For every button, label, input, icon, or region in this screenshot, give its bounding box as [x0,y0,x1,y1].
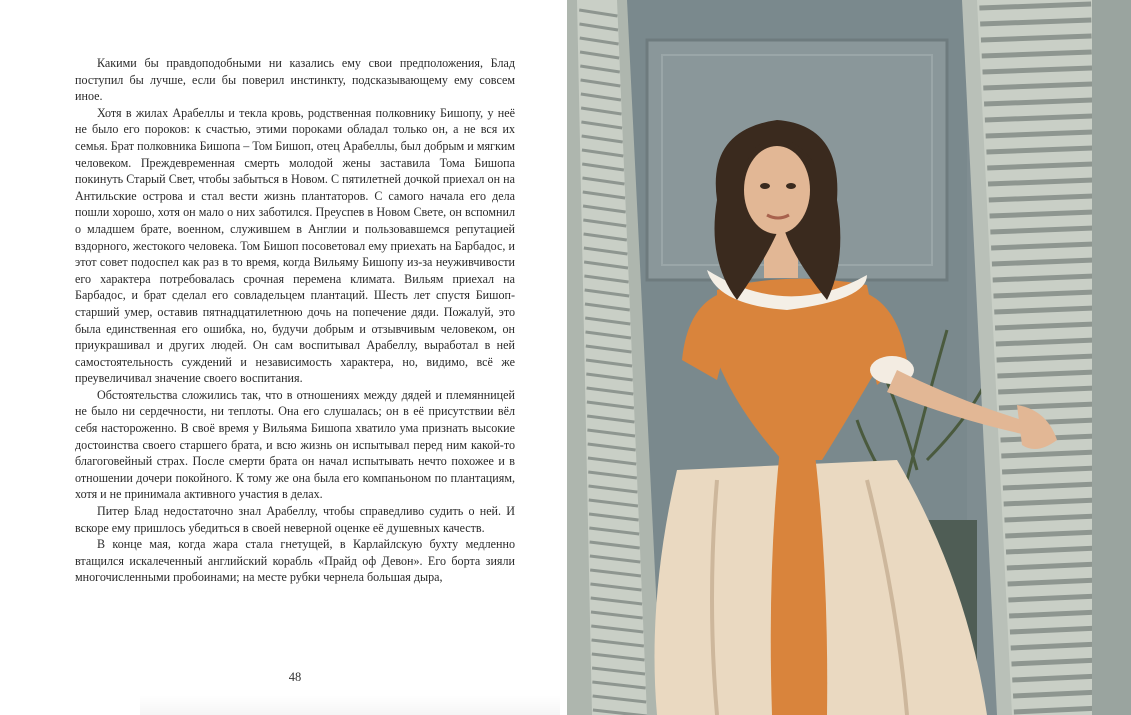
illustration-art [567,0,1131,715]
paragraph: В конце мая, когда жара стала гнетущей, в Карлайлскую бухту медленно втащился искалеченный английский корабль «Прайд оф Девон». Его борта зияли многочисленными пробоинами; на месте рубки чернела большая дыра, [75,537,515,585]
paragraph: Питер Блад недостаточно знал Арабеллу, чтобы справедливо судить о ней. И вскоре ему пришлось убедиться в своей неверной оценке её душевных качеств. [75,504,515,535]
paragraph: Хотя в жилах Арабеллы и текла кровь, родственная полковнику Бишопу, у неё не было его пороков: к счастью, этими пороками обладал только он, а не вся их семья. Брат полковника Бишопа – Том Бишоп, отец Арабеллы, был добрым и мягким человеком. Преждевременная смерть молодой жены заставила Тома Бишопа покинуть Старый Свет, чтобы забыться в Новом. С пятилетней дочкой приехал он на Антильские острова и стал вести жизнь плантаторов. С самого начала его дела пошли хорошо, хотя он мало о них заботился. Преуспев в Новом Свете, он вспомнил о младшем брате, военном, служившем в Англии и пользовавшемся репутацией вздорного, жестокого человека. Том Бишоп посоветовал ему приехать на Барбадос, и этот совет подоспел как раз в то время, когда Вильяму Бишопу из-за неуживчивости его характера потребовалась срочная перемена климата. Вильям приехал на Барбадос, и брат сделал его совладельцем плантаций. Шесть лет спустя Бишоп-старший умер, оставив пятнадцатилетнюю дочь на попечение дяди. Пожалуй, это была единственная его ошибка, но, будучи добрым и отзывчивым человеком, он приукрашивал и других людей. Он сам воспитывал Арабеллу, выработал в ней самостоятельность суждений и независимость характера, но, видимо, всё же преувеличивал значение своего воспитания. [75,105,515,386]
page-shadow [140,695,560,715]
paragraph: Какими бы правдоподобными ни казались ему свои предположения, Блад поступил бы лучше, если бы поверил инстинкту, подсказывающему ему совсем иное. [75,56,515,104]
page-number: 48 [288,670,302,684]
paragraph: Обстоятельства сложились так, что в отношениях между дядей и племянницей не было ни сердечности, ни теплоты. Она его слушалась; он в её присутствии вёл себя настороженно. В своё время у Вильяма Бишопа хватило ума признать высокие достоинства своего старшего брата, и всю жизнь он испытывал перед ним какой-то благоговейный страх. После смерти брата он начал испытывать нечто похожее и в отношении дочери покойного. К тому же она была его компаньоном по плантациям, хотя и не принимала активного участия в делах. [75,387,515,502]
page-text [75,55,515,586]
illustration [567,0,1131,715]
